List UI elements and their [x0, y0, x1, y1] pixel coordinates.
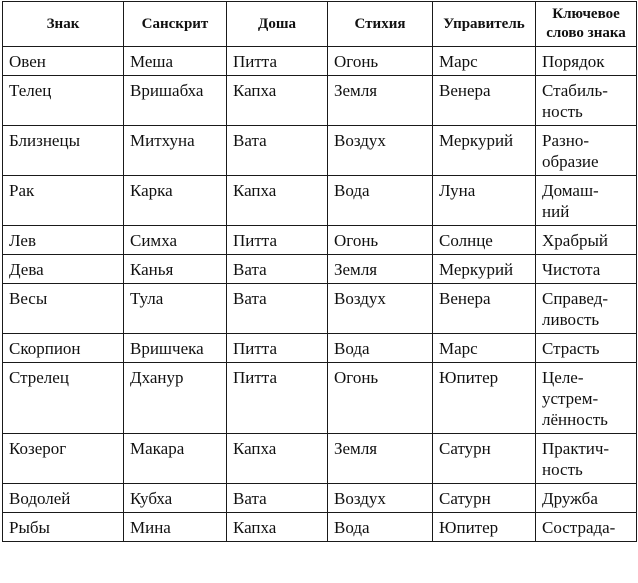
- cell-element: Огонь: [328, 226, 433, 255]
- cell-sanskrit: Симха: [124, 226, 227, 255]
- keyword-line: Справед-: [542, 289, 609, 308]
- keyword-line: Сострада-: [542, 518, 616, 537]
- cell-sign: Дева: [3, 255, 124, 284]
- cell-element: Вода: [328, 334, 433, 363]
- table-row: [3, 226, 637, 255]
- cell-sign: Рак: [3, 176, 124, 226]
- cell-sign: Скорпион: [3, 334, 124, 363]
- cell-sanskrit: Митхуна: [124, 126, 227, 176]
- cell-keyword: [536, 434, 637, 484]
- cell-keyword: [536, 484, 637, 513]
- keyword-line: лённость: [542, 410, 608, 429]
- cell-ruler: Венера: [433, 76, 536, 126]
- cell-ruler: Сатурн: [433, 484, 536, 513]
- table-row: [3, 176, 637, 226]
- cell-keyword: [536, 284, 637, 334]
- cell-element: Вода: [328, 513, 433, 542]
- cell-sign: Телец: [3, 76, 124, 126]
- cell-ruler: Луна: [433, 176, 536, 226]
- cell-element: Вода: [328, 176, 433, 226]
- cell-dosha: Питта: [227, 226, 328, 255]
- cell-dosha: Питта: [227, 334, 328, 363]
- cell-keyword: [536, 226, 637, 255]
- cell-sign: Козерог: [3, 434, 124, 484]
- header-dosha: Доша: [227, 2, 328, 47]
- cell-dosha: Капха: [227, 76, 328, 126]
- cell-keyword: [536, 513, 637, 542]
- keyword-line: Дружба: [542, 489, 598, 508]
- cell-dosha: Вата: [227, 255, 328, 284]
- cell-keyword: [536, 176, 637, 226]
- cell-ruler: Юпитер: [433, 513, 536, 542]
- table-row: [3, 484, 637, 513]
- cell-ruler: Сатурн: [433, 434, 536, 484]
- cell-sanskrit: Кубха: [124, 484, 227, 513]
- cell-sign: Весы: [3, 284, 124, 334]
- cell-sanskrit: Вришчека: [124, 334, 227, 363]
- cell-sign: Стрелец: [3, 363, 124, 434]
- cell-ruler: Марс: [433, 334, 536, 363]
- zodiac-table: [2, 1, 637, 542]
- keyword-line: ность: [542, 460, 583, 479]
- header-element: Стихия: [328, 2, 433, 47]
- keyword-line: устрем-: [542, 389, 599, 408]
- table-row: [3, 76, 637, 126]
- table-row: [3, 126, 637, 176]
- cell-sanskrit: Меша: [124, 47, 227, 76]
- cell-ruler: Венера: [433, 284, 536, 334]
- cell-keyword: [536, 76, 637, 126]
- header-keyword-line: Ключевое: [552, 6, 620, 22]
- table-row: [3, 255, 637, 284]
- cell-dosha: Вата: [227, 284, 328, 334]
- table-row: [3, 47, 637, 76]
- cell-element: Огонь: [328, 363, 433, 434]
- cell-dosha: Питта: [227, 363, 328, 434]
- keyword-line: Практич-: [542, 439, 610, 458]
- cell-element: Земля: [328, 76, 433, 126]
- cell-sanskrit: Тула: [124, 284, 227, 334]
- keyword-line: ность: [542, 102, 583, 121]
- cell-dosha: Вата: [227, 484, 328, 513]
- cell-dosha: Капха: [227, 176, 328, 226]
- cell-sanskrit: Макара: [124, 434, 227, 484]
- cell-element: Воздух: [328, 284, 433, 334]
- cell-keyword: [536, 126, 637, 176]
- keyword-line: Разно-: [542, 131, 589, 150]
- cell-ruler: Солнце: [433, 226, 536, 255]
- keyword-line: ливость: [542, 310, 600, 329]
- cell-sanskrit: Вришабха: [124, 76, 227, 126]
- cell-element: Огонь: [328, 47, 433, 76]
- header-row: [3, 2, 637, 47]
- cell-sign: Близнецы: [3, 126, 124, 176]
- header-ruler: Управитель: [433, 2, 536, 47]
- table-row: [3, 513, 637, 542]
- cell-dosha: Капха: [227, 513, 328, 542]
- cell-sanskrit: Мина: [124, 513, 227, 542]
- table-row: [3, 334, 637, 363]
- keyword-line: Чистота: [542, 260, 601, 279]
- keyword-line: Стабиль-: [542, 81, 608, 100]
- cell-sign: Рыбы: [3, 513, 124, 542]
- header-sign: Знак: [3, 2, 124, 47]
- cell-sanskrit: Дханур: [124, 363, 227, 434]
- keyword-line: Храбрый: [542, 231, 608, 250]
- keyword-line: Целе-: [542, 368, 584, 387]
- table-row: [3, 434, 637, 484]
- header-sanskrit: Санскрит: [124, 2, 227, 47]
- cell-element: Земля: [328, 434, 433, 484]
- table-row: [3, 363, 637, 434]
- cell-element: Земля: [328, 255, 433, 284]
- cell-ruler: Юпитер: [433, 363, 536, 434]
- cell-dosha: Вата: [227, 126, 328, 176]
- keyword-line: ний: [542, 202, 570, 221]
- header-keyword: [536, 2, 637, 47]
- cell-sanskrit: Карка: [124, 176, 227, 226]
- cell-dosha: Капха: [227, 434, 328, 484]
- cell-element: Воздух: [328, 126, 433, 176]
- keyword-line: Домаш-: [542, 181, 599, 200]
- keyword-line: образие: [542, 152, 599, 171]
- cell-sanskrit: Канья: [124, 255, 227, 284]
- cell-keyword: [536, 255, 637, 284]
- cell-keyword: [536, 363, 637, 434]
- keyword-line: Порядок: [542, 52, 605, 71]
- cell-sign: Лев: [3, 226, 124, 255]
- cell-ruler: Меркурий: [433, 255, 536, 284]
- cell-ruler: Марс: [433, 47, 536, 76]
- keyword-line: Страсть: [542, 339, 600, 358]
- cell-keyword: [536, 47, 637, 76]
- cell-sign: Водолей: [3, 484, 124, 513]
- cell-sign: Овен: [3, 47, 124, 76]
- header-keyword-line: слово знака: [546, 25, 626, 41]
- cell-element: Воздух: [328, 484, 433, 513]
- cell-dosha: Питта: [227, 47, 328, 76]
- table-row: [3, 284, 637, 334]
- cell-ruler: Меркурий: [433, 126, 536, 176]
- cell-keyword: [536, 334, 637, 363]
